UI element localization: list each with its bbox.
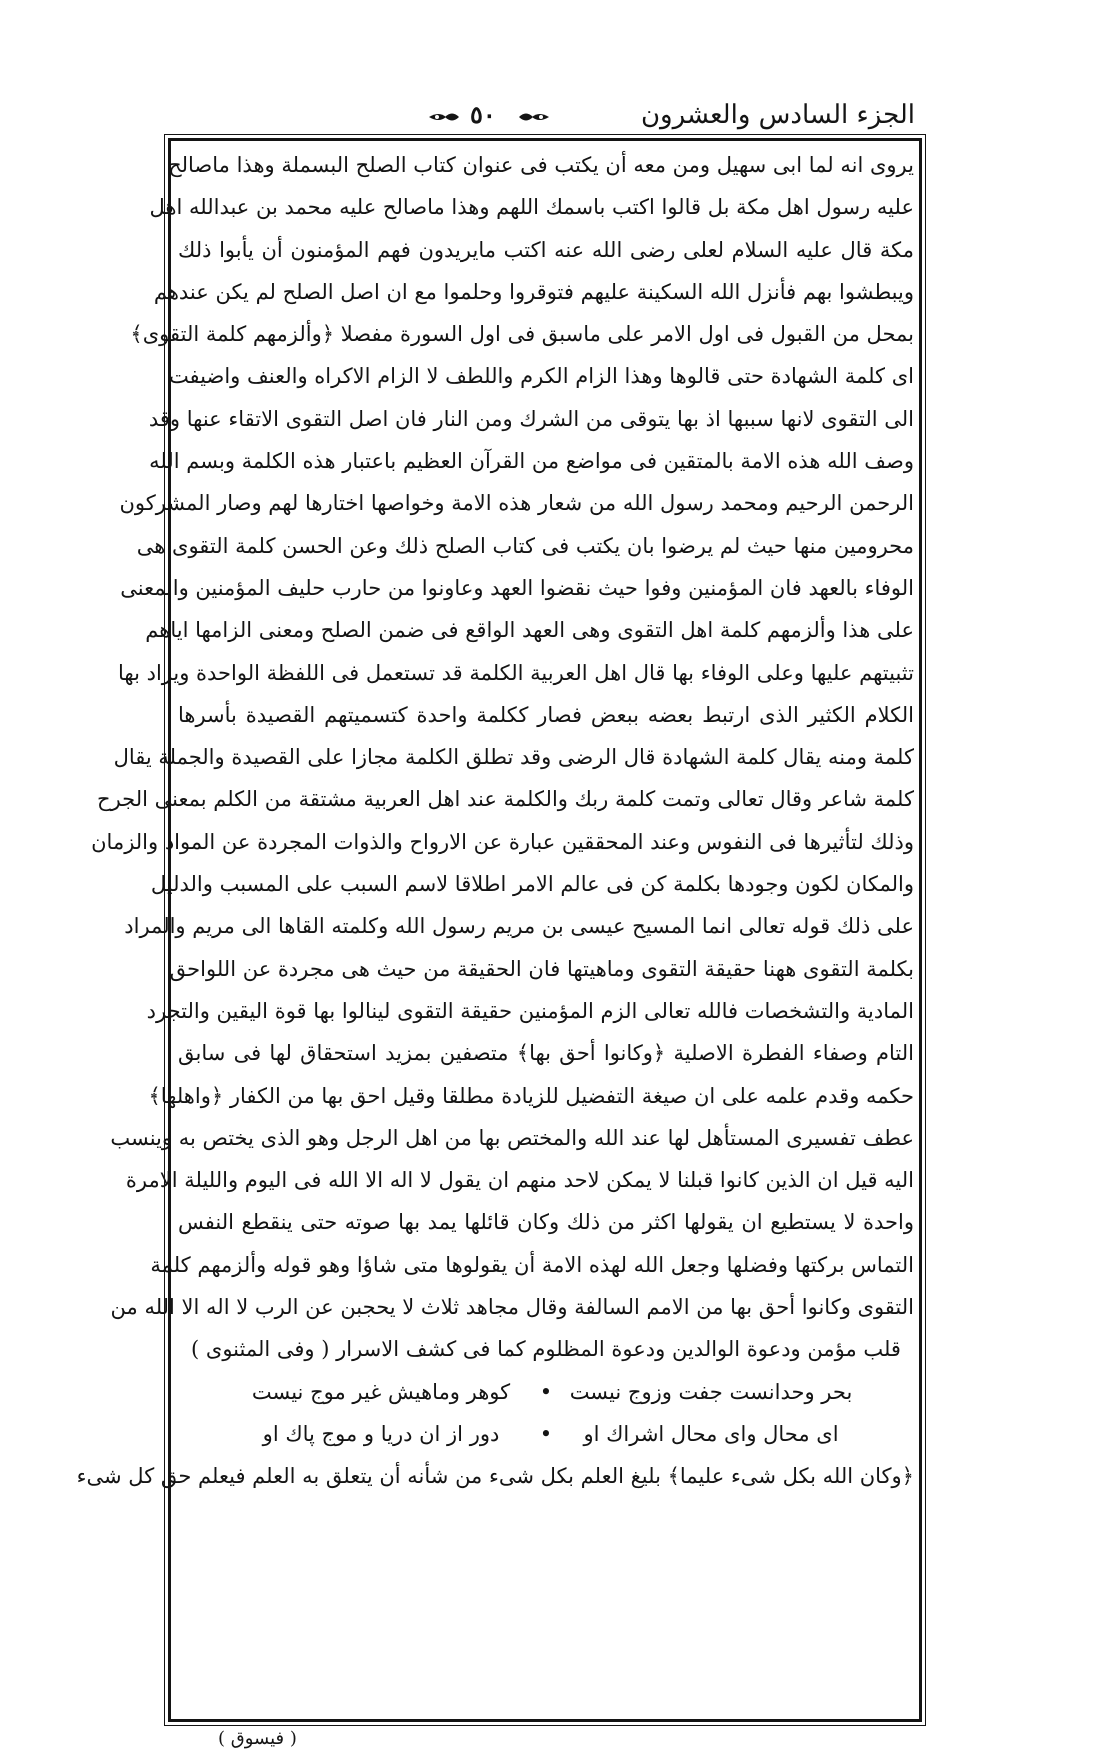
text-line: المادية والتشخصات فالله تعالى الزم المؤمنين حقيقة التقوى لينالوا بها قوة اليقين والتجرد xyxy=(146,998,914,1023)
text-line: الى التقوى لانها سببها اذ بها يتوقى من الشرك ومن النار فان اصل التقوى الاتقاء عنها وقد xyxy=(148,406,914,431)
text-line: ويبطشوا بهم فأنزل الله السكينة عليهم فتوقروا وحلموا مع ان اصل الصلح لم يكن عندهم xyxy=(153,279,914,304)
text-line: على ذلك قوله تعالى انما المسيح عيسى بن مريم رسول الله وكلمته القاها الى مريم والمراد xyxy=(124,914,914,939)
text-line: محرومين منها حيث لم يرضوا بان يكتب فى كتاب الصلح ذلك وعن الحسن كلمة التقوى هى xyxy=(136,533,914,558)
text-line: الكلام الكثير الذى ارتبط بعضه ببعض فصار ككلمة واحدة كتسميتهم القصيدة بأسرها xyxy=(178,702,914,727)
text-line: وذلك لتأثيرها فى النفوس وعند المحققين عبارة عن الارواح والذوات المجردة عن المواد والزمان xyxy=(91,829,914,854)
verse-first-hemistich: بحر وحدانست جفت وزوج نيست xyxy=(569,1379,853,1404)
final-text-line: ﴿وكان الله بكل شىء عليما﴾ بليغ العلم بكل شىء من شأنه أن يتعلق به العلم فيعلم حق كل شىء xyxy=(76,1464,914,1489)
ornament-right-icon xyxy=(517,110,551,124)
verse-line xyxy=(178,1371,914,1413)
text-line: وصف الله هذه الامة بالمتقين فى مواضع من القرآن العظيم باعتبار هذه الكلمة وبسم الله xyxy=(149,449,914,474)
text-line: والمكان لكون وجودها بكلمة كن فى عالم الامر اطلاقا لاسم السبب على المسبب والدليل xyxy=(150,872,914,897)
text-line: بمحل من القبول فى اول الامر على ماسبق فى اول السورة مفصلا ﴿وألزمهم كلمة التقوى﴾ xyxy=(130,322,914,347)
text-line: الوفاء بالعهد فان المؤمنين وفوا حيث نقضوا العهد وعاونوا من حارب حليف المؤمنين والمعنى xyxy=(120,575,914,600)
verse-first-hemistich: اى محال واى محال اشراك او xyxy=(583,1421,839,1446)
text-line: يروى انه لما ابى سهيل ومن معه أن يكتب فى عنوان كتاب الصلح البسملة وهذا ماصالح xyxy=(168,153,914,177)
page-header xyxy=(175,96,915,138)
catchword: ( فيسوق ) xyxy=(218,1728,297,1749)
text-line: عطف تفسيرى المستأهل لها عند الله والمختص بها من اهل الرجل وهو الذى يختص به وينسب xyxy=(110,1125,914,1150)
verse-second-hemistich: كوهر وماهيش غير موج نيست xyxy=(251,1379,511,1404)
text-line: مكة قال عليه السلام لعلى رضى الله عنه اكتب مايريدون فهم المؤمنون أن يأبوا ذلك xyxy=(178,237,914,262)
text-line: كلمة شاعر وقال تعالى وتمت كلمة ربك والكلمة عند اهل العربية مشتقة من الكلم بمعنى الجرح xyxy=(97,787,914,812)
text-line: الرحمن الرحيم ومحمد رسول الله من شعار هذه الامة وخواصها اختارها لهم وصار المشركون xyxy=(119,491,914,516)
verse-separator: • xyxy=(539,1421,553,1446)
text-line: التقوى وكانوا أحق بها من الامم السالفة وقال مجاهد ثلاث لا يحجبن عن الرب لا اله الا الله من xyxy=(110,1295,914,1320)
page-number: ٥٠ xyxy=(470,100,496,129)
verse-separator: • xyxy=(539,1379,553,1404)
ornament-left-icon xyxy=(427,110,461,124)
text-line: اليه قيل ان الذين كانوا قبلنا لا يمكن لاحد منهم ان يقول لا اله الا الله فى اليوم والليلة الامرة xyxy=(125,1168,914,1193)
text-line: التام وصفاء الفطرة الاصلية ﴿وكانوا أحق بها﴾ متصفين بمزيد استحقاق لها فى سابق xyxy=(178,1041,914,1066)
text-line: عليه رسول اهل مكة بل قالوا اكتب باسمك اللهم وهذا ماصالح عليه محمد بن عبدالله اهل xyxy=(149,195,914,220)
text-line: تثبيتهم عليها وعلى الوفاء بها قال اهل العربية الكلمة قد تستعمل فى اللفظة الواحدة ويراد بها xyxy=(118,660,914,685)
text-line: كلمة ومنه يقال كلمة الشهادة قال الرضى وقد تطلق الكلمة مجازا على القصيدة والجملة يقال xyxy=(113,745,914,770)
text-line: قلب مؤمن ودعوة الوالدين ودعوة المظلوم كما فى كشف الاسرار ( وفى المثنوى ) xyxy=(191,1337,901,1362)
text-line: اى كلمة الشهادة حتى قالوها وهذا الزام الكرم واللطف لا الزام الاكراه والعنف واضيفت xyxy=(168,364,914,389)
text-line: واحدة لا يستطيع ان يقولها اكثر من ذلك وكان قائلها يمد بها صوته حتى ينقطع النفس xyxy=(178,1210,914,1235)
body-text xyxy=(76,144,914,1498)
text-line: حكمه وقدم علمه على ان صيغة التفضيل للزيادة مطلقا وقيل احق بها من الكفار ﴿واهلها﴾ xyxy=(148,1083,914,1108)
verse-line xyxy=(178,1413,914,1455)
verse-second-hemistich: دور از ان دريا و موج پاك او xyxy=(262,1421,500,1446)
text-line: التماس بركتها وفضلها وجعل الله لهذه الامة أن يقولوها متى شاؤا وهو قوله وألزمهم كلمة xyxy=(150,1252,914,1277)
text-line: على هذا وألزمهم كلمة اهل التقوى وهى العهد الواقع فى ضمن الصلح ومعنى الزامها اياهم xyxy=(145,618,914,643)
text-line: بكلمة التقوى ههنا حقيقة التقوى وماهيتها فان الحقيقة من حيث هى مجردة عن اللواحق xyxy=(169,956,914,981)
running-title: الجزء السادس والعشرون xyxy=(640,100,915,130)
